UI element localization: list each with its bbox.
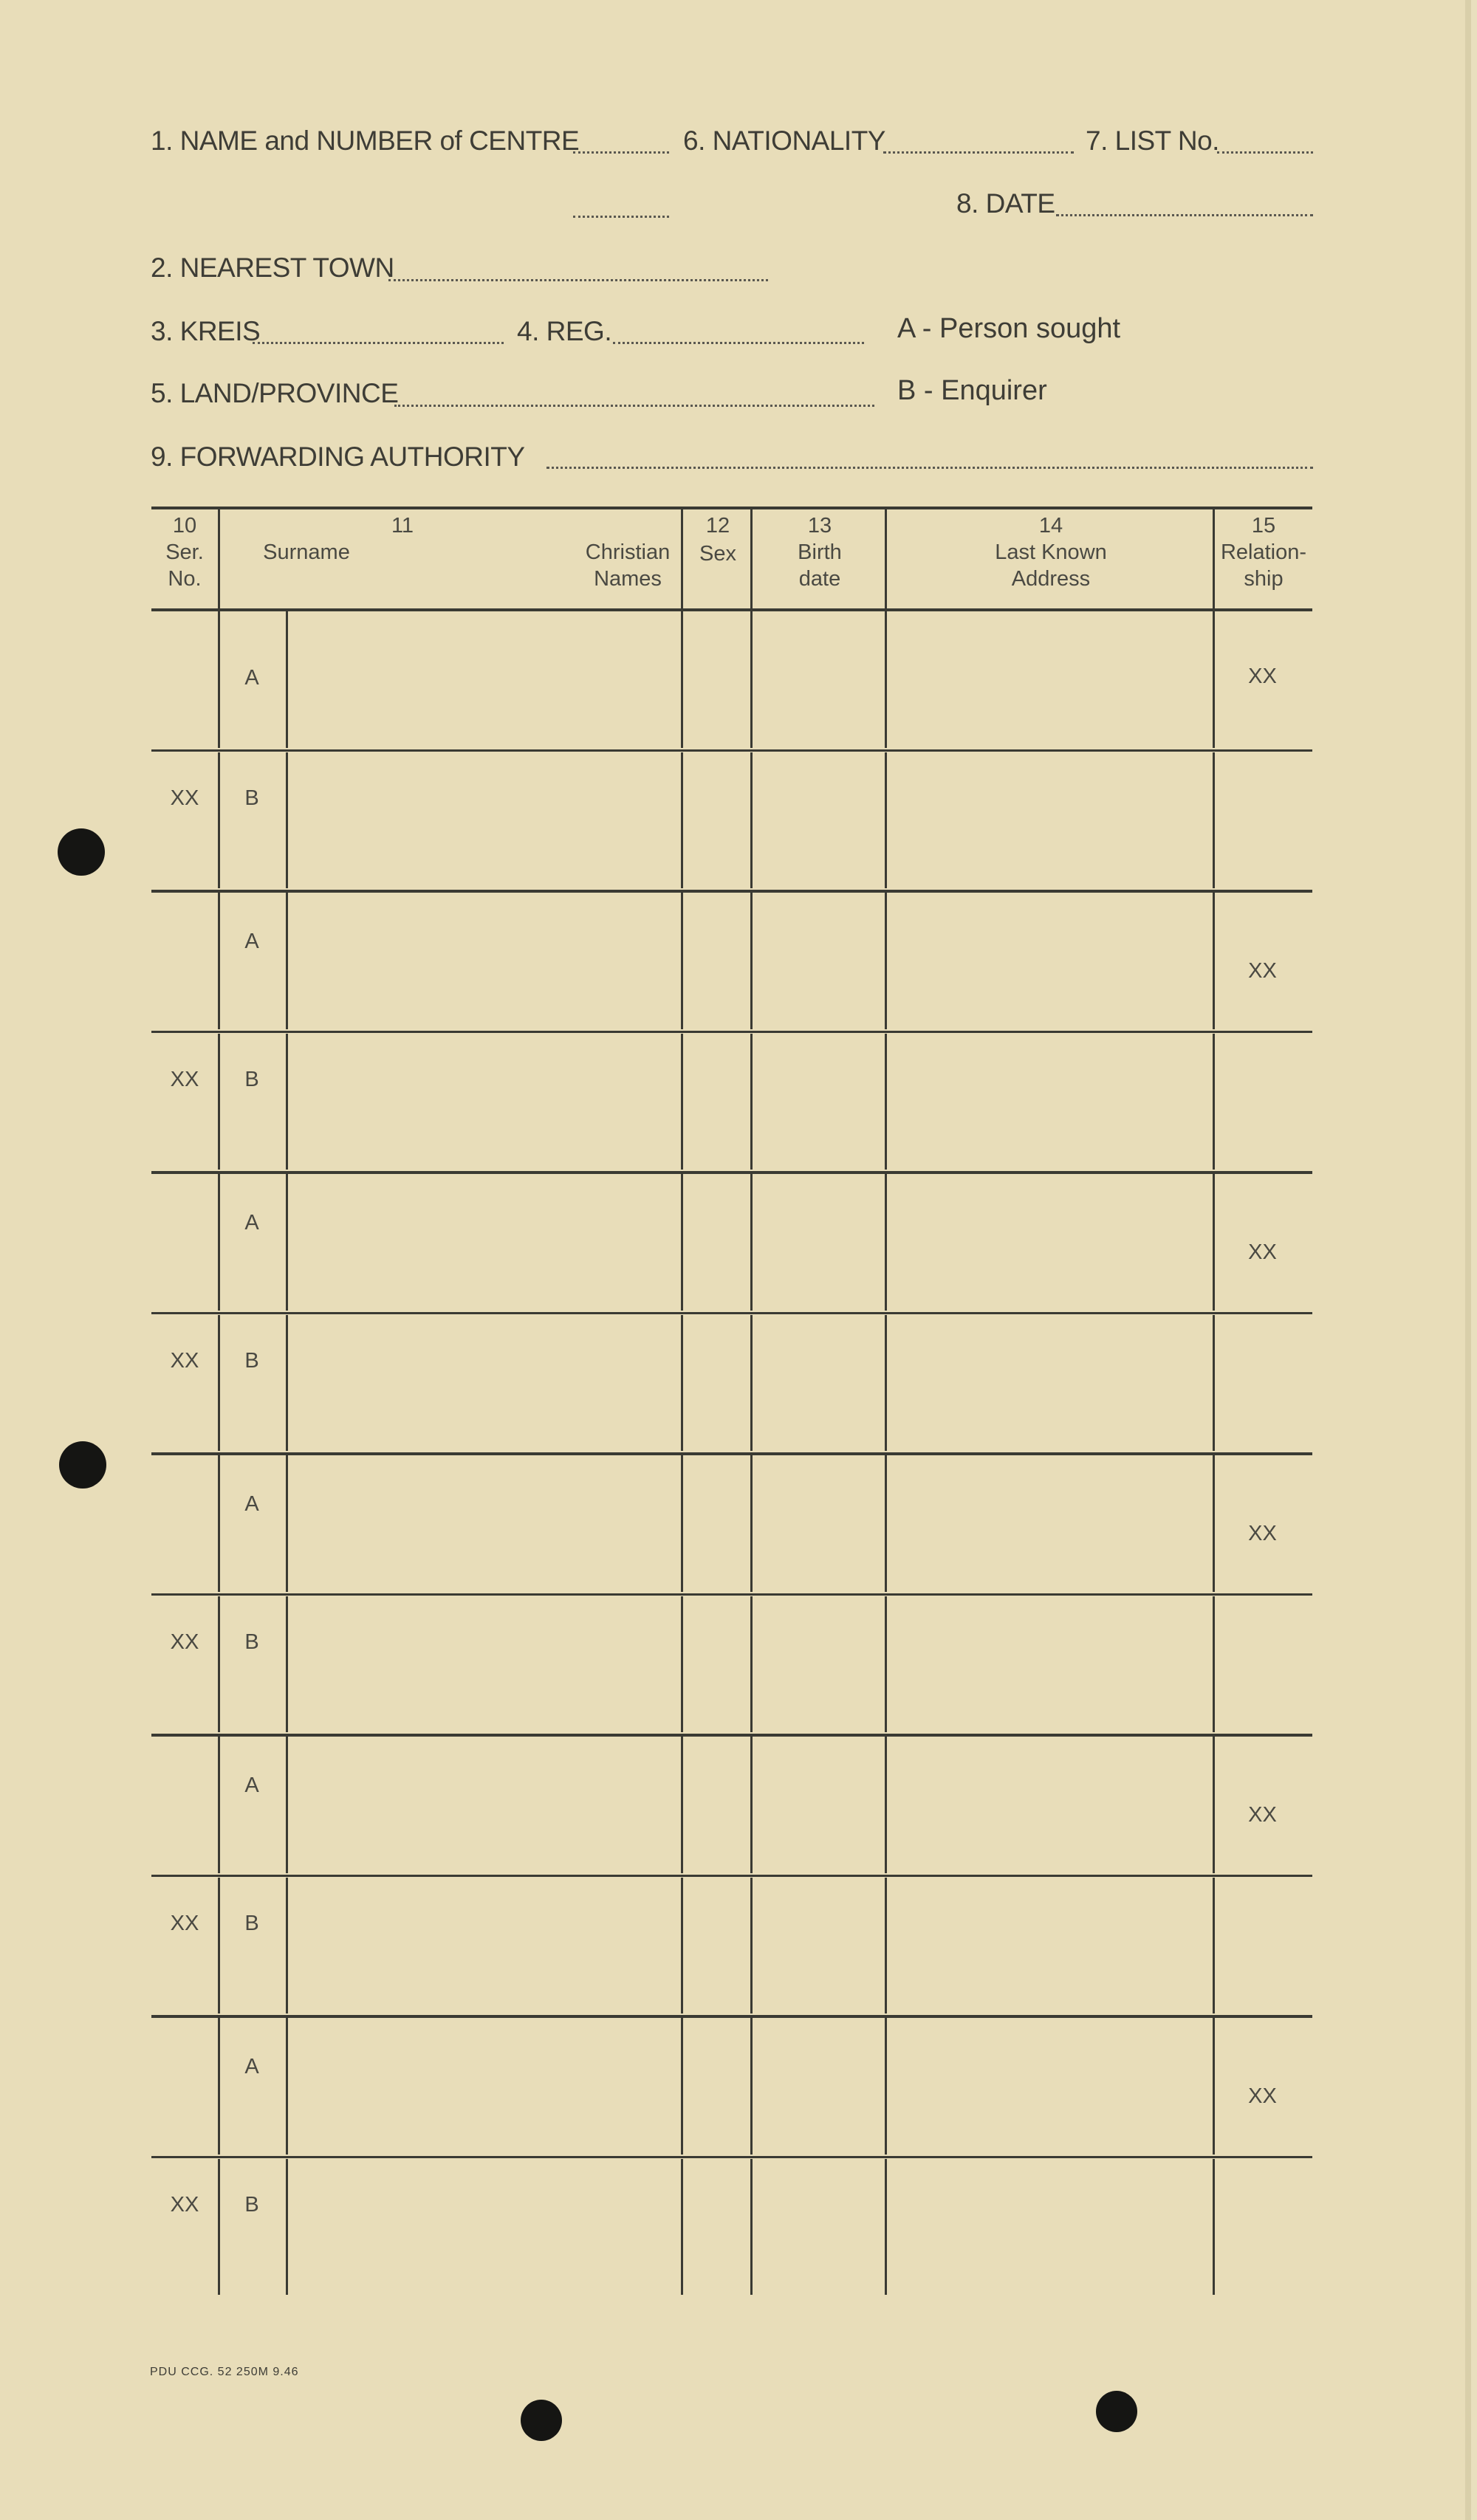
sex-cell[interactable] (684, 1599, 747, 1730)
address-cell[interactable] (888, 1740, 1210, 1870)
birth-date-cell[interactable] (753, 614, 882, 745)
col-divider (681, 893, 683, 1029)
field-centre-line-2[interactable] (573, 216, 669, 218)
col-divider (286, 2018, 288, 2155)
col-address-header: 14 Last Known Address (995, 514, 1107, 591)
col-divider (286, 752, 288, 889)
field-land-province-line[interactable] (394, 405, 874, 407)
address-cell[interactable] (888, 2162, 1210, 2293)
address-cell[interactable] (888, 1599, 1210, 1730)
field-reg-label: 4. REG. (517, 316, 612, 346)
col-divider (681, 2159, 683, 2296)
person-type-label: A (244, 1492, 259, 1516)
table-top-rule (151, 507, 1312, 509)
sex-cell[interactable] (684, 1037, 747, 1167)
table-row (151, 611, 1312, 752)
birth-date-cell[interactable] (753, 1881, 882, 2011)
col-divider (1213, 752, 1215, 889)
person-type-label: B (244, 1911, 259, 1935)
col-divider (885, 2018, 887, 2155)
col-divider (885, 1315, 887, 1452)
field-centre-line[interactable] (573, 151, 669, 154)
address-cell[interactable] (888, 1881, 1210, 2011)
address-cell[interactable] (888, 1458, 1210, 1589)
surname-cell[interactable] (289, 1458, 678, 1589)
col-divider (286, 1737, 288, 1873)
col-divider (750, 893, 753, 1029)
field-date-line[interactable] (1056, 214, 1313, 216)
sex-cell[interactable] (684, 1318, 747, 1449)
person-type-label: A (244, 666, 259, 690)
col-name-number: 11 (391, 514, 414, 538)
col-divider (750, 1737, 753, 1873)
table-row (151, 2159, 1312, 2300)
table-row (151, 1596, 1312, 1737)
birth-date-cell[interactable] (753, 2021, 882, 2152)
address-cell[interactable] (888, 614, 1210, 745)
birth-date-cell[interactable] (753, 896, 882, 1026)
row-rule (151, 2156, 1312, 2158)
punch-hole (521, 2400, 562, 2441)
field-reg-line[interactable] (613, 342, 864, 344)
col-divider (885, 893, 887, 1029)
col-divider (681, 1737, 683, 1873)
birth-date-cell[interactable] (753, 1458, 882, 1589)
col-divider (681, 1596, 683, 1733)
address-cell[interactable] (888, 896, 1210, 1026)
col-divider (218, 1455, 220, 1592)
col-divider (1213, 2159, 1215, 2296)
col-divider (1213, 1878, 1215, 2014)
sex-cell[interactable] (684, 1881, 747, 2011)
col-divider (885, 752, 887, 889)
row-rule (151, 1312, 1312, 1314)
ser-no-cell[interactable]: XX (170, 1911, 199, 1935)
punch-hole (59, 1441, 106, 1489)
col-divider (286, 2159, 288, 2296)
relationship-cell[interactable]: XX (1248, 959, 1277, 983)
field-land-province-label: 5. LAND/PROVINCE (151, 378, 399, 408)
col-divider (750, 1596, 753, 1733)
col-christian-names-header: Christian Names (585, 540, 671, 591)
ser-no-cell[interactable]: XX (170, 1348, 199, 1373)
ser-no-cell[interactable]: XX (170, 1630, 199, 1654)
table-row (151, 2018, 1312, 2159)
sex-cell[interactable] (684, 1177, 747, 1308)
sex-cell[interactable] (684, 896, 747, 1026)
col-divider (681, 1315, 683, 1452)
col-divider (885, 1737, 887, 1873)
birth-date-cell[interactable] (753, 1318, 882, 1449)
table-row (151, 893, 1312, 1034)
address-cell[interactable] (888, 2021, 1210, 2152)
enquiry-table (151, 507, 1312, 2299)
col-divider (681, 1034, 683, 1170)
col-divider (885, 1455, 887, 1592)
col-divider (1213, 1596, 1215, 1733)
col-divider (286, 893, 288, 1029)
punch-hole (58, 828, 105, 876)
person-type-label: A (244, 1211, 259, 1235)
col-divider (286, 1034, 288, 1170)
address-cell[interactable] (888, 1318, 1210, 1449)
surname-cell[interactable] (289, 755, 678, 886)
ser-no-cell[interactable]: XX (170, 1067, 199, 1091)
col-divider (750, 1034, 753, 1170)
col-divider (681, 2018, 683, 2155)
person-type-label: A (244, 1774, 259, 1797)
field-list-no-line[interactable] (1217, 151, 1313, 154)
col-divider (885, 1034, 887, 1170)
sex-cell[interactable] (684, 1458, 747, 1589)
surname-cell[interactable] (289, 896, 678, 1026)
row-rule (151, 1593, 1312, 1596)
person-type-label: B (244, 1348, 259, 1373)
row-rule (151, 749, 1312, 752)
address-cell[interactable] (888, 1177, 1210, 1308)
col-divider (218, 1034, 220, 1170)
field-nearest-town-label: 2. NEAREST TOWN (151, 253, 394, 283)
col-divider (681, 1455, 683, 1592)
birth-date-cell[interactable] (753, 755, 882, 886)
col-relationship-header: 15 Relation- ship (1220, 514, 1307, 591)
col-divider (681, 1174, 683, 1311)
col-divider (218, 752, 220, 889)
col-divider (750, 752, 753, 889)
col-divider (681, 507, 683, 611)
surname-cell[interactable] (289, 2021, 678, 2152)
col-divider (1213, 507, 1215, 611)
col-divider (885, 1596, 887, 1733)
col-divider (681, 611, 683, 748)
surname-cell[interactable] (289, 1740, 678, 1870)
punch-hole (1096, 2391, 1137, 2432)
table-row (151, 1174, 1312, 1315)
col-divider (218, 2018, 220, 2155)
col-divider (218, 1737, 220, 1873)
col-divider (750, 611, 753, 748)
surname-cell[interactable] (289, 614, 678, 745)
surname-cell[interactable] (289, 2162, 678, 2293)
col-sex-header: 12 Sex (699, 514, 736, 566)
legend-enquirer: B - Enquirer (897, 375, 1047, 406)
col-divider (218, 1315, 220, 1452)
field-date-label: 8. DATE (956, 188, 1055, 219)
ser-no-cell[interactable]: XX (170, 2192, 199, 2217)
sex-cell[interactable] (684, 2162, 747, 2293)
field-nationality-label: 6. NATIONALITY (683, 126, 885, 156)
relationship-cell[interactable]: XX (1248, 1803, 1277, 1827)
col-divider (218, 1596, 220, 1733)
ser-no-cell[interactable]: XX (170, 786, 199, 810)
col-divider (1213, 1315, 1215, 1452)
col-divider (750, 1315, 753, 1452)
sex-cell[interactable] (684, 614, 747, 745)
col-divider (286, 1315, 288, 1452)
col-divider (750, 2159, 753, 2296)
col-divider (885, 611, 887, 748)
col-divider (750, 2018, 753, 2155)
col-divider (750, 1455, 753, 1592)
col-divider (286, 1878, 288, 2014)
col-divider (885, 1174, 887, 1311)
table-row (151, 1034, 1312, 1175)
col-divider (750, 507, 753, 611)
table-row (151, 1878, 1312, 2019)
col-divider (218, 1878, 220, 2014)
birth-date-cell[interactable] (753, 2162, 882, 2293)
surname-cell[interactable] (289, 1881, 678, 2011)
sex-cell[interactable] (684, 2021, 747, 2152)
table-row (151, 1315, 1312, 1456)
form-print-code: PDU CCG. 52 250M 9.46 (150, 2366, 299, 2378)
field-kreis-label: 3. KREIS (151, 316, 261, 346)
birth-date-cell[interactable] (753, 1740, 882, 1870)
col-surname-header: Surname (263, 540, 350, 564)
col-divider (885, 2159, 887, 2296)
relationship-cell[interactable]: XX (1248, 2084, 1277, 2108)
col-divider (286, 611, 288, 748)
field-kreis-line[interactable] (253, 342, 504, 344)
field-nearest-town-line[interactable] (388, 279, 768, 281)
field-forwarding-authority-line[interactable] (546, 467, 1313, 469)
person-type-label: A (244, 2055, 259, 2078)
surname-cell[interactable] (289, 1177, 678, 1308)
col-divider (286, 1455, 288, 1592)
person-type-label: B (244, 786, 259, 810)
col-divider (885, 1878, 887, 2014)
col-ser-no-header: 10 Ser. No. (165, 514, 204, 591)
col-divider (681, 752, 683, 889)
col-divider (750, 1878, 753, 2014)
row-rule (151, 1031, 1312, 1033)
address-cell[interactable] (888, 1037, 1210, 1167)
person-type-label: B (244, 1630, 259, 1654)
person-type-label: B (244, 1067, 259, 1091)
table-row (151, 752, 1312, 893)
col-divider (681, 1878, 683, 2014)
birth-date-cell[interactable] (753, 1037, 882, 1167)
person-type-label: B (244, 2192, 259, 2217)
sex-cell[interactable] (684, 755, 747, 886)
relationship-cell[interactable]: XX (1248, 1522, 1277, 1545)
legend-person-sought: A - Person sought (897, 313, 1121, 344)
address-cell[interactable] (888, 755, 1210, 886)
relationship-cell[interactable]: XX (1248, 1240, 1277, 1264)
row-rule (151, 1875, 1312, 1877)
birth-date-cell[interactable] (753, 1177, 882, 1308)
relationship-cell[interactable]: XX (1248, 665, 1277, 688)
col-divider (885, 507, 887, 611)
field-nationality-line[interactable] (883, 151, 1074, 154)
col-divider (218, 1174, 220, 1311)
surname-cell[interactable] (289, 1599, 678, 1730)
col-divider (218, 507, 220, 611)
field-centre-label: 1. NAME and NUMBER of CENTRE (151, 126, 580, 156)
col-divider (286, 1174, 288, 1311)
col-divider (286, 1596, 288, 1733)
field-list-no-label: 7. LIST No. (1086, 126, 1219, 156)
table-row (151, 1455, 1312, 1596)
birth-date-cell[interactable] (753, 1599, 882, 1730)
surname-cell[interactable] (289, 1037, 678, 1167)
col-birth-date-header: 13 Birth date (798, 514, 842, 591)
surname-cell[interactable] (289, 1318, 678, 1449)
col-divider (218, 893, 220, 1029)
col-divider (1213, 1034, 1215, 1170)
table-row (151, 1737, 1312, 1878)
col-divider (218, 2159, 220, 2296)
person-type-label: A (244, 930, 259, 953)
field-forwarding-authority-label: 9. FORWARDING AUTHORITY (151, 442, 525, 472)
col-divider (750, 1174, 753, 1311)
sex-cell[interactable] (684, 1740, 747, 1870)
